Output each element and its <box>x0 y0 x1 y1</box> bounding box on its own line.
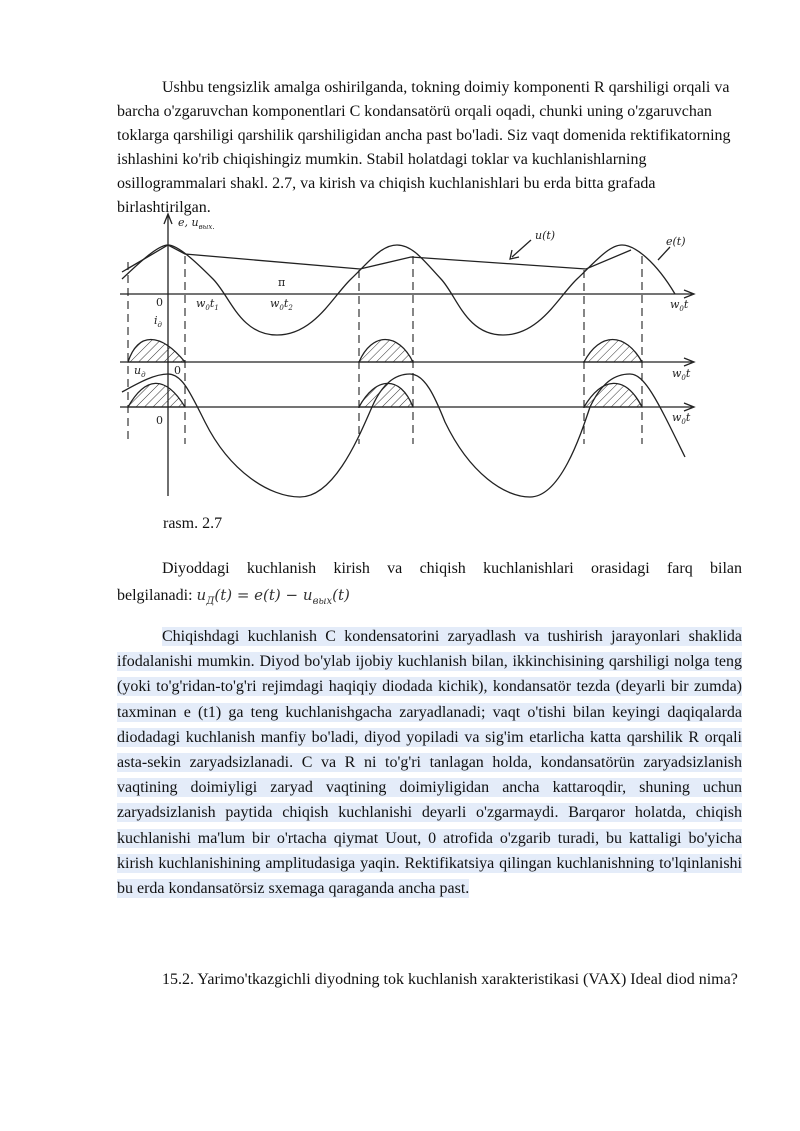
input-voltage-curve-et <box>122 245 675 335</box>
section-heading-15-2: 15.2. Yarimo'tkazgichli diyodning tok kuchlanish xarakteristikasi (VAX) Ideal diod nima? <box>162 971 738 988</box>
diode-current-pulse <box>128 340 185 363</box>
diode-voltage-positive-area <box>584 383 642 407</box>
paragraph-diode-voltage-text: Diyoddagi kuchlanish kirish va chiqish kuchlanishlari orasidagi farq bilan belgilanadi: <box>117 560 742 604</box>
paragraph-diode-voltage <box>117 556 742 615</box>
label-et: e(t) <box>666 235 686 248</box>
paragraph-intro: Ushbu tengsizlik amalga oshirilganda, tokning doimiy komponenti R qarshiligi orqali va barcha o'zgaruvchan komponentlari C kondansatörü orqali oqadi, chunki uning o'zgaruvchan toklarga qarshiligi qarshilik qarshiligidan ancha past bo'ladi. Siz vaqt domenida rektifikatorning ishlashini ko'rib chiqishingiz mumkin. Stabil holatdagi toklar va kuchlanishlarning osillogrammalari shakl. 2.7, va kirish va chiqish kuchlanishlari bu erda bitta grafada birlashtirilgan. <box>117 79 731 216</box>
label-w0t-top-axis: $w_0t$ <box>670 298 689 313</box>
label-ud: $u_д$ <box>134 364 146 379</box>
ut-pointer-line <box>512 240 531 257</box>
label-e-u-out: e, $u_{вых.}$ <box>178 216 215 231</box>
label-w0t1: $w_0t_1$ <box>196 297 219 312</box>
label-w0t2: $w_0t_2$ <box>270 297 293 312</box>
label-w0t-voltage-axis: $w_0t$ <box>672 411 691 426</box>
diode-voltage-positive-area <box>128 383 185 407</box>
oscillogram-figure <box>110 212 700 502</box>
paragraph-output-voltage <box>117 624 742 901</box>
highlighted-text: Chiqishdagi kuchlanish C kondensatorini zaryadlash va tushirish jarayonlari shaklida ifodalanishi mumkin. Diyod bo'ylab ijobiy kuchlanish bilan, ikkinchisining qarshiligi nolga teng (yoki to'g'ridan-to'g'ri rejimdagi haqiqiy diodada kichik), kondansatör tezda (deyarli bir zumda) taxminan e (t1) ga teng kuchlanishgacha zaryadlanadi; vaqt o'tishi bilan keyingi daqiqalarda diodadagi kuchlanish manfiy bo'ladi, diyod yopiladi va sig'im etarlicha katta qarshilik R orqali asta-sekin zaryadsizlanadi. C va R ni to'g'ri tanlagan holda, kondansatörün zaryadsizlanish vaqtining doimiyligi zaryad vaqtining doimiyligidan ancha kattaroqdir, shuning uchun zaryadsizlanish paytida chiqish kuchlanishi deyarli o'zgarmaydi. Barqaror holatda, chiqish kuchlanishi ma'lum bir o'rtacha qiymat Uout, 0 atrofida o'zgarib turadi, bu kattaligi bo'yicha kirish kuchlanishining amplitudasiga yaqin. Rektifikatsiya qilingan kuchlanishning to'lqinlanishi bu erda kondansatörsiz sxemaga qaraganda ancha past. <box>117 628 742 898</box>
diode-voltage-positive-area <box>359 383 413 407</box>
output-voltage-curve-ut <box>122 245 631 272</box>
label-ut: u(t) <box>535 229 556 242</box>
label-w0t-current-axis: $w_0t$ <box>672 367 691 382</box>
diode-voltage-formula: $u_Д(t) = e(t) - u_{вых}(t)$ <box>196 586 350 607</box>
figure-caption: rasm. 2.7 <box>163 515 223 532</box>
diode-current-pulse <box>359 340 413 363</box>
label-zero-mid: 0 <box>174 364 181 377</box>
diode-current-pulse <box>584 340 642 363</box>
label-zero-bot: 0 <box>156 414 163 427</box>
et-pointer-line <box>658 247 670 260</box>
label-pi: π <box>278 276 286 289</box>
label-zero-top: 0 <box>156 296 163 309</box>
label-id: $i_д$ <box>154 314 162 329</box>
